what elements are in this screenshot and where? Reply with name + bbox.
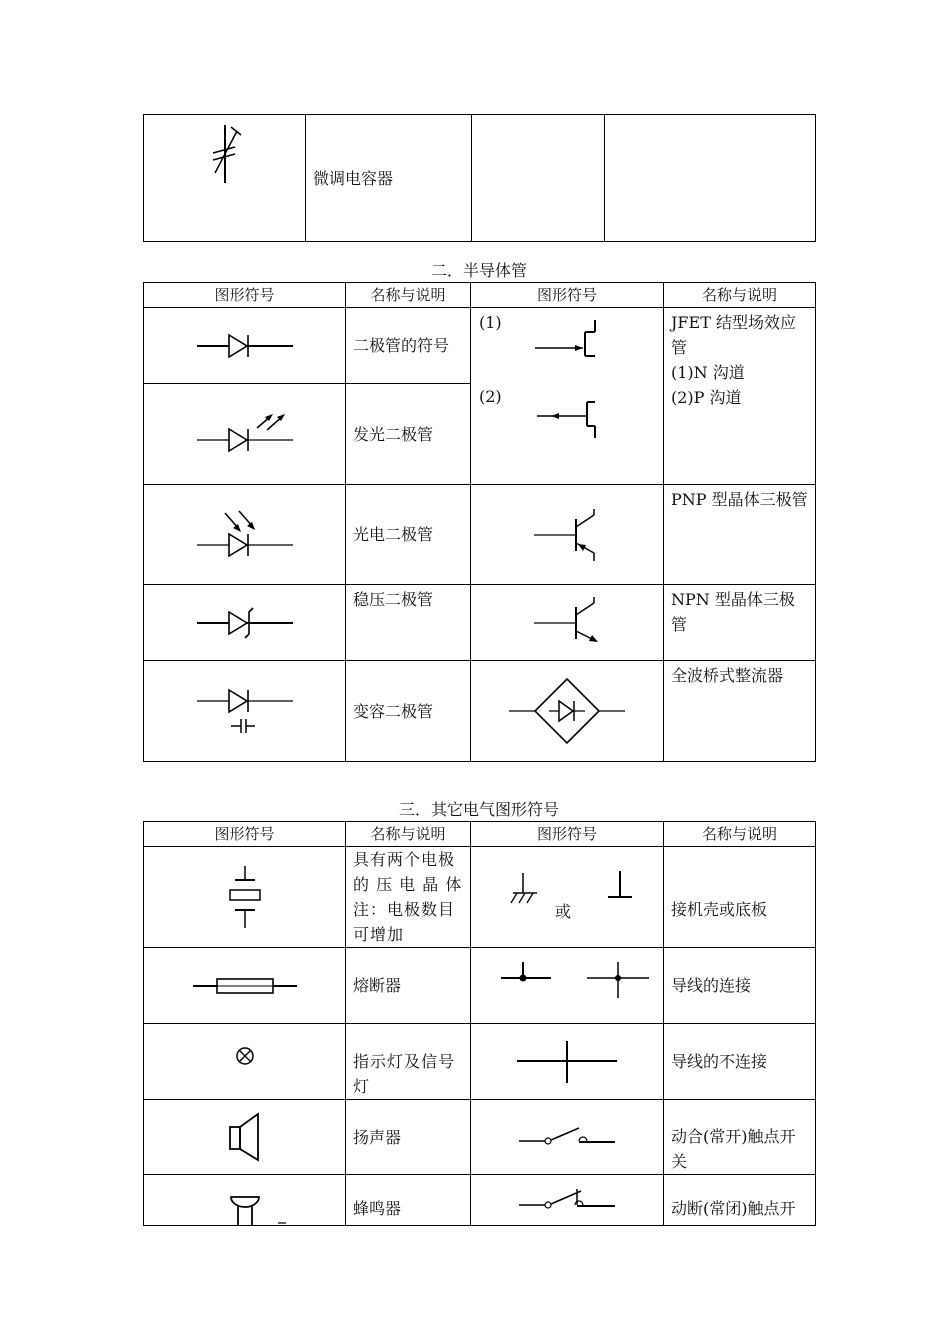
p-channel-jfet-icon <box>535 394 605 438</box>
varactor-diode-icon <box>195 686 295 736</box>
npn-label-line2: 管 <box>671 615 688 634</box>
fuse-symbol-cell <box>144 948 346 1024</box>
zener-symbol-cell <box>144 585 346 661</box>
led-label: 发光二极管 <box>346 384 471 485</box>
speaker-icon <box>228 1112 262 1162</box>
speaker-symbol-cell <box>144 1100 346 1175</box>
nc-contact-label: 动断(常闭)触点开 <box>664 1175 816 1226</box>
npn-label-line1: NPN 型晶体三极 <box>671 590 795 609</box>
ground-or-text: 或 <box>555 902 572 921</box>
wire-cross-label: 导线的不连接 <box>664 1024 816 1100</box>
varactor-symbol-cell <box>144 661 346 762</box>
bridge-rectifier-icon <box>507 676 627 746</box>
header-description: 名称与说明 <box>346 822 471 847</box>
dash-mark-icon <box>278 1221 288 1225</box>
led-symbol-cell <box>144 384 346 485</box>
header-description: 名称与说明 <box>664 822 816 847</box>
normally-closed-contact-icon <box>517 1187 617 1213</box>
piezo-crystal-icon <box>225 866 265 928</box>
chassis-ground-icon <box>509 871 539 905</box>
jfet-label-line1: JFET 结型场效应 <box>671 313 796 332</box>
other-symbols-table <box>143 821 816 1226</box>
jfet-label-line4: (2)P 沟道 <box>671 388 742 407</box>
varactor-label: 变容二极管 <box>346 661 471 762</box>
buzzer-symbol-cell <box>144 1175 346 1226</box>
lamp-label <box>346 1024 471 1100</box>
jfet-p-channel-label: (2) <box>479 387 502 406</box>
no-contact-symbol-cell <box>471 1100 664 1175</box>
photodiode-symbol-cell <box>144 485 346 585</box>
pnp-transistor-icon <box>532 507 602 563</box>
nc-contact-symbol-cell <box>471 1175 664 1226</box>
jfet-n-channel-label: (1) <box>479 313 502 332</box>
no-contact-label-line2: 关 <box>671 1152 688 1171</box>
bridge-rectifier-symbol-cell <box>471 661 664 762</box>
npn-label <box>664 585 816 661</box>
trimmer-capacitor-label: 微调电容器 <box>306 115 472 242</box>
top-table <box>143 114 816 242</box>
crystal-label-line1: 具有两个电极 <box>353 850 456 869</box>
fuse-label: 熔断器 <box>346 948 471 1024</box>
header-symbol: 图形符号 <box>471 283 664 308</box>
n-channel-jfet-icon <box>533 318 603 358</box>
ground-icon <box>605 869 635 903</box>
section-title-other-symbols: 三．其它电气图形符号 <box>398 800 559 819</box>
wire-cross-symbol-cell <box>471 1024 664 1100</box>
jfet-label <box>664 308 816 485</box>
diode-icon <box>195 331 295 361</box>
header-symbol: 图形符号 <box>144 283 346 308</box>
crystal-label-line2: 的 压 电 晶 体 <box>353 875 463 894</box>
ground-symbol-cell <box>471 847 664 948</box>
zener-label: 稳压二极管 <box>346 585 471 661</box>
pnp-label: PNP 型晶体三极管 <box>664 485 816 585</box>
no-contact-label-line1: 动合(常开)触点开 <box>671 1127 796 1146</box>
trimmer-capacitor-icon <box>195 125 255 185</box>
wire-tee-junction-icon <box>499 962 553 992</box>
header-description: 名称与说明 <box>346 283 471 308</box>
lamp-label-line1: 指示灯及信号 <box>353 1051 456 1071</box>
bridge-rectifier-label: 全波桥式整流器 <box>664 661 816 762</box>
buzzer-icon <box>228 1195 262 1226</box>
no-contact-label <box>664 1100 816 1175</box>
photodiode-label: 光电二极管 <box>346 485 471 585</box>
wire-crossing-icon <box>515 1041 619 1083</box>
speaker-label: 扬声器 <box>346 1100 471 1175</box>
buzzer-label: 蜂鸣器 <box>346 1175 471 1226</box>
led-icon <box>195 412 295 456</box>
header-symbol: 图形符号 <box>471 822 664 847</box>
zener-diode-icon <box>195 606 295 640</box>
wire-join-symbol-cell <box>471 948 664 1024</box>
header-symbol: 图形符号 <box>144 822 346 847</box>
indicator-lamp-icon <box>235 1046 255 1066</box>
crystal-symbol-cell <box>144 847 346 948</box>
header-description: 名称与说明 <box>664 283 816 308</box>
empty-cell <box>472 115 605 242</box>
trimmer-capacitor-symbol-cell <box>144 115 306 242</box>
lamp-label-line2: 灯 <box>353 1076 371 1096</box>
empty-cell <box>605 115 816 242</box>
semiconductor-table <box>143 282 816 762</box>
npn-symbol-cell <box>471 585 664 661</box>
crystal-label-line4: 可增加 <box>353 925 405 944</box>
wire-cross-junction-icon <box>585 962 651 998</box>
normally-open-contact-icon <box>517 1125 617 1149</box>
fuse-icon <box>193 976 297 996</box>
pnp-symbol-cell <box>471 485 664 585</box>
jfet-symbol-cell <box>471 308 664 485</box>
diode-label: 二极管的符号 <box>346 308 471 384</box>
jfet-label-line3: (1)N 沟道 <box>671 363 745 382</box>
lamp-symbol-cell <box>144 1024 346 1100</box>
crystal-label <box>346 847 471 948</box>
ground-label: 接机壳或底板 <box>664 847 816 948</box>
wire-join-label: 导线的连接 <box>664 948 816 1024</box>
diode-symbol-cell <box>144 308 346 384</box>
crystal-label-line3: 注：电极数目 <box>353 900 456 919</box>
npn-transistor-icon <box>532 595 602 651</box>
jfet-label-line2: 管 <box>671 338 688 357</box>
section-title-semiconductors: 二．半导体管 <box>430 261 527 280</box>
photodiode-icon <box>195 507 295 563</box>
